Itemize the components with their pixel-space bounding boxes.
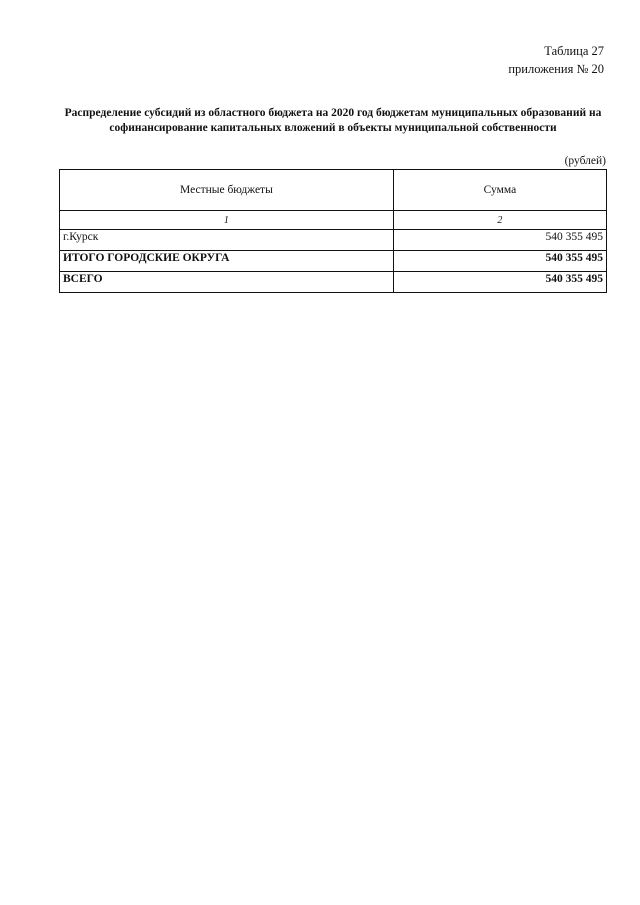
table-number-label: Таблица 27 (544, 44, 604, 58)
table-row (60, 251, 607, 272)
units-label: (рублей) (564, 155, 606, 167)
row-amount: 540 355 495 (393, 251, 606, 272)
column-number-1: 1 (60, 211, 394, 230)
column-header-amount: Сумма (393, 170, 606, 211)
table-reference (508, 42, 604, 78)
row-name: ИТОГО ГОРОДСКИЕ ОКРУГА (60, 251, 394, 272)
row-name: ВСЕГО (60, 272, 394, 293)
table-row (60, 272, 607, 293)
column-numbers-row (60, 211, 607, 230)
document-title: Распределение субсидий из областного бюджета на 2020 год бюджетам муниципальных образований на софинансирование капитальных вложений в объекты муниципальной собственности (64, 107, 602, 134)
subsidy-table (59, 169, 607, 293)
table-header-row (60, 170, 607, 211)
appendix-number-label: приложения № 20 (508, 62, 604, 76)
row-amount: 540 355 495 (393, 272, 606, 293)
table-row (60, 230, 607, 251)
column-number-2: 2 (393, 211, 606, 230)
row-amount: 540 355 495 (393, 230, 606, 251)
row-name: г.Курск (60, 230, 394, 251)
column-header-budgets: Местные бюджеты (60, 170, 394, 211)
